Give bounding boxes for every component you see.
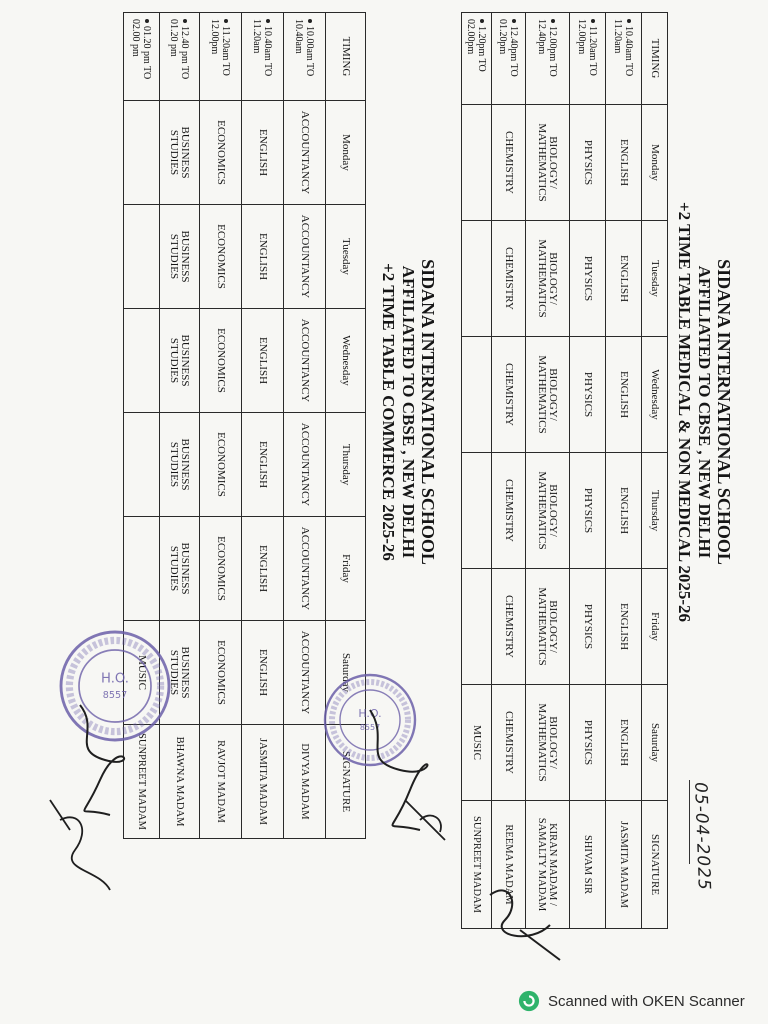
commerce-header-cell: Friday — [326, 517, 366, 621]
timing-cell: 01.20 pm TO 02.00 pm — [130, 19, 153, 80]
bullet-mark — [512, 19, 516, 23]
commerce-header-cell: Saturday — [326, 621, 366, 725]
subject-cell — [462, 221, 492, 337]
timing-cell: 10.40am TO 11.20am — [612, 19, 635, 77]
subject-cell: ECONOMICS — [200, 413, 242, 517]
bullet-mark — [551, 19, 555, 23]
subject-cell: ENGLISH — [242, 621, 284, 725]
subject-cell: ENGLISH — [606, 221, 642, 337]
scanner-logo-icon — [518, 990, 540, 1012]
bullet-mark — [308, 19, 312, 23]
subject-cell — [462, 569, 492, 685]
handwritten-date: 05-04-2025 — [690, 781, 714, 892]
commerce-timetable-heading: +2 TIME TABLE COMMERCE 2025-26 — [379, 263, 398, 561]
subject-cell: ACCOUNTANCY — [284, 413, 326, 517]
medical-header-cell: Thursday — [642, 453, 668, 569]
signature-cell: KIRAN MADAM / SAMALTY MADAM — [526, 801, 570, 929]
bullet-mark — [145, 19, 149, 23]
subject-cell: ECONOMICS — [200, 205, 242, 309]
signature-cell: BHAWNA MADAM — [160, 725, 200, 839]
subject-cell: MUSIC — [462, 685, 492, 801]
subject-cell: CHEMISTRY — [492, 685, 526, 801]
medical-affiliation: AFFILIATED TO CBSE , NEW DELHI — [695, 265, 714, 559]
date-underline — [689, 780, 690, 864]
medical-header-cell: Wednesday — [642, 337, 668, 453]
commerce-school-name: SIDANA INTERNATIONAL SCHOOL — [418, 259, 438, 565]
subject-cell: ECONOMICS — [200, 101, 242, 205]
subject-cell: CHEMISTRY — [492, 221, 526, 337]
subject-cell: CHEMISTRY — [492, 105, 526, 221]
bullet-mark — [266, 19, 270, 23]
subject-cell: ACCOUNTANCY — [284, 517, 326, 621]
medical-title-block — [674, 12, 734, 812]
subject-cell: ENGLISH — [242, 309, 284, 413]
subject-cell: ECONOMICS — [200, 517, 242, 621]
subject-cell — [124, 517, 160, 621]
handwritten-signature-icon — [480, 875, 570, 965]
commerce-header-cell: SIGNATURE — [326, 725, 366, 839]
subject-cell: ACCOUNTANCY — [284, 309, 326, 413]
subject-cell: BUSINESS STUDIES — [160, 413, 200, 517]
subject-cell: CHEMISTRY — [492, 453, 526, 569]
scanner-label: Scanned with OKEN Scanner — [548, 992, 745, 1010]
svg-text:8557: 8557 — [102, 690, 128, 701]
table-row — [242, 13, 284, 839]
timing-cell: 12.40 pm TO 01.20 pm — [168, 19, 191, 80]
subject-cell: PHYSICS — [570, 105, 606, 221]
svg-text:8557: 8557 — [359, 723, 381, 732]
subject-cell: ACCOUNTANCY — [284, 621, 326, 725]
svg-text:H.O.: H.O. — [358, 707, 382, 720]
subject-cell: BIOLOGY/ MATHEMATICS — [526, 105, 570, 221]
commerce-header-cell: Tuesday — [326, 205, 366, 309]
table-row — [570, 13, 606, 929]
medical-header-cell: Friday — [642, 569, 668, 685]
medical-header-cell: SIGNATURE — [642, 801, 668, 929]
subject-cell — [124, 205, 160, 309]
medical-header-cell: Saturday — [642, 685, 668, 801]
medical-header-cell: Monday — [642, 105, 668, 221]
subject-cell: ENGLISH — [606, 105, 642, 221]
signature-cell: JASMITA MADAM — [606, 801, 642, 929]
bullet-mark — [480, 19, 484, 23]
commerce-header-cell: Wednesday — [326, 309, 366, 413]
bullet-mark — [183, 19, 187, 23]
subject-cell: ENGLISH — [242, 101, 284, 205]
signature-cell: SUNPREET MADAM — [462, 801, 492, 929]
subject-cell: MUSIC — [124, 621, 160, 725]
signature-cell: JASMITA MADAM — [242, 725, 284, 839]
subject-cell: ENGLISH — [606, 569, 642, 685]
timing-cell: 12.00pm TO 12.40pm — [536, 19, 559, 77]
subject-cell: BUSINESS STUDIES — [160, 101, 200, 205]
subject-cell — [462, 337, 492, 453]
timing-cell: 10.40am TO 11.20am — [251, 19, 274, 77]
timing-cell: 10.00am TO 10.40am — [293, 19, 316, 77]
commerce-affiliation: AFFILIATED TO CBSE , NEW DELHI — [399, 265, 418, 559]
subject-cell: BIOLOGY/ MATHEMATICS — [526, 685, 570, 801]
medical-header-row — [642, 13, 668, 929]
table-row — [606, 13, 642, 929]
subject-cell: PHYSICS — [570, 337, 606, 453]
bullet-mark — [224, 19, 228, 23]
table-row — [200, 13, 242, 839]
table-row — [526, 13, 570, 929]
subject-cell: ENGLISH — [242, 517, 284, 621]
subject-cell: PHYSICS — [570, 569, 606, 685]
subject-cell — [124, 101, 160, 205]
subject-cell — [124, 413, 160, 517]
signature-cell: REEMA MADAM — [492, 801, 526, 929]
medical-header-cell: TIMING — [642, 13, 668, 105]
subject-cell — [462, 105, 492, 221]
timing-cell: 1.20pm TO 02.00pm — [465, 19, 488, 72]
subject-cell: BUSINESS STUDIES — [160, 309, 200, 413]
bullet-mark — [591, 19, 595, 23]
medical-header-cell: Tuesday — [642, 221, 668, 337]
medical-school-name: SIDANA INTERNATIONAL SCHOOL — [714, 259, 734, 565]
subject-cell: ECONOMICS — [200, 621, 242, 725]
timing-cell: 12.40pm TO 01.20pm — [497, 19, 520, 77]
subject-cell: PHYSICS — [570, 221, 606, 337]
subject-cell: ACCOUNTANCY — [284, 101, 326, 205]
signature-cell: SHIVAM SIR — [570, 801, 606, 929]
subject-cell: ENGLISH — [242, 413, 284, 517]
subject-cell: ECONOMICS — [200, 309, 242, 413]
signature-cell: SUNPREET MADAM — [124, 725, 160, 839]
handwritten-signature-icon — [40, 790, 130, 900]
medical-timetable-heading: +2 TIME TABLE MEDICAL & NON MEDICAL 2025-26 — [675, 201, 694, 623]
subject-cell: BIOLOGY/ MATHEMATICS — [526, 337, 570, 453]
subject-cell: ENGLISH — [606, 453, 642, 569]
commerce-header-cell: Thursday — [326, 413, 366, 517]
commerce-header-cell: Monday — [326, 101, 366, 205]
subject-cell: BUSINESS STUDIES — [160, 205, 200, 309]
subject-cell — [124, 309, 160, 413]
timing-cell: 11.20am TO 12.00pm — [209, 19, 232, 76]
svg-text:H.O.: H.O. — [101, 671, 129, 687]
subject-cell: BIOLOGY/ MATHEMATICS — [526, 221, 570, 337]
subject-cell: ACCOUNTANCY — [284, 205, 326, 309]
commerce-header-cell: TIMING — [326, 13, 366, 101]
subject-cell: ENGLISH — [242, 205, 284, 309]
medical-timetable — [461, 12, 668, 929]
signature-cell: RAVJOT MADAM — [200, 725, 242, 839]
table-row — [492, 13, 526, 929]
bullet-mark — [627, 19, 631, 23]
subject-cell: BUSINESS STUDIES — [160, 517, 200, 621]
subject-cell: CHEMISTRY — [492, 337, 526, 453]
subject-cell: BIOLOGY/ MATHEMATICS — [526, 569, 570, 685]
subject-cell: ENGLISH — [606, 337, 642, 453]
timing-cell: 11.20am TO 12.00pm — [576, 19, 599, 76]
subject-cell: CHEMISTRY — [492, 569, 526, 685]
subject-cell: BIOLOGY/ MATHEMATICS — [526, 453, 570, 569]
subject-cell: PHYSICS — [570, 453, 606, 569]
scanner-watermark — [518, 990, 745, 1012]
subject-cell: ENGLISH — [606, 685, 642, 801]
subject-cell: PHYSICS — [570, 685, 606, 801]
subject-cell: BUSINESS STUDIES — [160, 621, 200, 725]
signature-cell: DIVYA MADAM — [284, 725, 326, 839]
handwritten-signature-icon — [350, 700, 470, 860]
subject-cell — [462, 453, 492, 569]
